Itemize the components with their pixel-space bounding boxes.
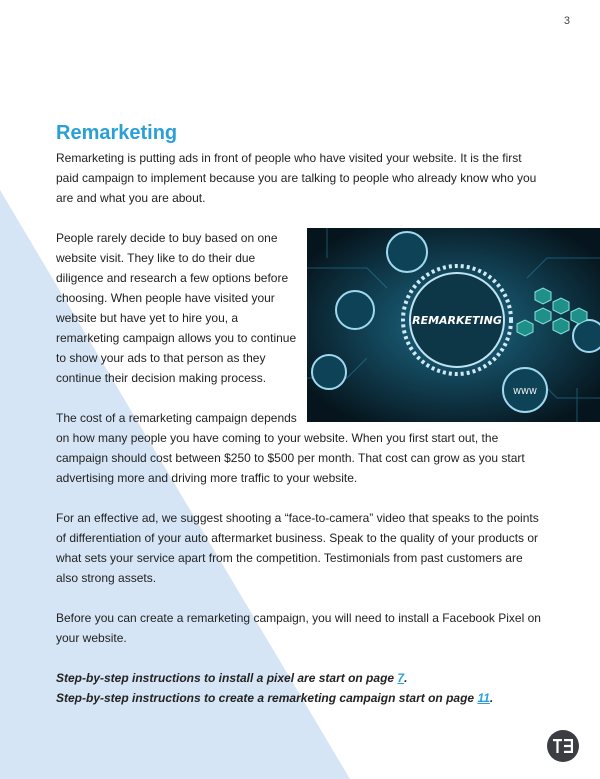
main-content bbox=[56, 120, 546, 708]
page-number: 3 bbox=[563, 15, 570, 27]
campaign-instructions-text: Step-by-step instructions to create a remarketing campaign start on page bbox=[56, 691, 478, 705]
pixel-instructions bbox=[56, 668, 546, 688]
intro-paragraph: Remarketing is putting ads in front of people who have visited your website. It is the first paid campaign to implement because you are talking to people who already know who you are and what you are about. bbox=[56, 151, 537, 205]
te-logo-icon bbox=[553, 739, 573, 753]
campaign-page-link[interactable]: 11 bbox=[477, 691, 490, 705]
pixel-paragraph: Before you can create a remarketing campaign, you will need to install a Facebook Pixel on your website. bbox=[56, 611, 541, 645]
cost-paragraph: The cost of a remarketing campaign depends on how many people you have coming to your website. When you first start out, the campaign should cost between $250 to $500 per month. That cost can grow as you start advertising more and driving more traffic to your website. bbox=[56, 411, 525, 485]
remarketing-image bbox=[307, 228, 600, 422]
pixel-page-link[interactable]: 7 bbox=[397, 671, 405, 685]
campaign-instructions-end: . bbox=[489, 691, 494, 705]
brand-logo bbox=[547, 730, 579, 762]
section-heading: Remarketing bbox=[56, 122, 178, 144]
pixel-instructions-end: . bbox=[404, 671, 408, 685]
video-paragraph: For an effective ad, we suggest shooting a “face-to-camera” video that speaks to the points of differentiation of your auto aftermarket business. Speak to the quality of your products or what sets your service apart from the competition. Testimonials from past customers are also strong assets. bbox=[56, 511, 539, 585]
visit-paragraph: People rarely decide to buy based on one website visit. They like to do their due diligence and research a few options before choosing. When people have visited your website but have yet to hire you, a remarketing campaign allows you to continue to show your ads to that person as they continue their decision making process. bbox=[56, 231, 297, 385]
gear-label: REMARKETING bbox=[412, 314, 502, 327]
campaign-instructions bbox=[56, 688, 546, 708]
www-label: WWW bbox=[513, 387, 537, 396]
pixel-instructions-text: Step-by-step instructions to install a pixel are start on page bbox=[56, 671, 398, 685]
